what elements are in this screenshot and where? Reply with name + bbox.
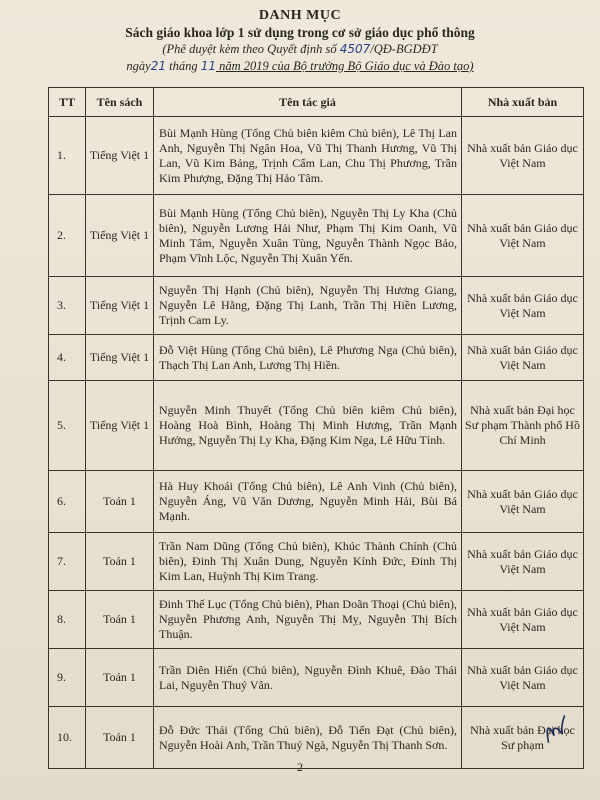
row-number: 7. <box>49 533 86 591</box>
column-header-book: Tên sách <box>86 88 154 117</box>
book-title: Tiếng Việt 1 <box>86 335 154 381</box>
publisher: Nhà xuất bản Giáo dục Việt Nam <box>462 277 584 335</box>
publisher: Nhà xuất bản Đại học Sư phạm Thành phố Hồ Chí Minh <box>462 381 584 471</box>
publisher: Nhà xuất bản Giáo dục Việt Nam <box>462 533 584 591</box>
row-number: 5. <box>49 381 86 471</box>
publisher: Nhà xuất bản Đại học Sư phạm <box>462 707 584 769</box>
publisher: Nhà xuất bản Giáo dục Việt Nam <box>462 591 584 649</box>
document-title: DANH MỤC <box>258 8 342 23</box>
approval-line <box>0 41 600 58</box>
publisher: Nhà xuất bản Giáo dục Việt Nam <box>462 335 584 381</box>
row-number: 4. <box>49 335 86 381</box>
book-title: Tiếng Việt 1 <box>86 195 154 277</box>
book-title: Tiếng Việt 1 <box>86 277 154 335</box>
column-header-authors: Tên tác giả <box>154 88 462 117</box>
book-title: Toán 1 <box>86 533 154 591</box>
row-number: 2. <box>49 195 86 277</box>
author-list: Đỗ Đức Thái (Tổng Chủ biên), Đỗ Tiến Đạt (Chủ biên), Nguyễn Hoài Anh, Trần Thuý Ngà, Nguyễn Thị Thanh Sơn. <box>154 707 462 769</box>
decision-number: 4507 <box>339 42 371 56</box>
book-title: Toán 1 <box>86 471 154 533</box>
book-title: Toán 1 <box>86 707 154 769</box>
table-row <box>49 277 584 335</box>
author-list: Đỗ Việt Hùng (Tổng Chủ biên), Lê Phương Nga (Chủ biên), Thạch Thị Lan Anh, Lương Thị Hiền. <box>154 335 462 381</box>
author-list: Đinh Thế Lục (Tổng Chủ biên), Phan Doãn Thoại (Chủ biên), Nguyễn Phương Anh, Nguyễn Thị Mỵ, Nguyễn Thị Bích Thuận. <box>154 591 462 649</box>
author-list: Hà Huy Khoái (Tổng Chủ biên), Lê Anh Vinh (Chủ biên), Nguyễn Áng, Vũ Văn Dương, Nguyễn Minh Hải, Bùi Bá Mạnh. <box>154 471 462 533</box>
table-row <box>49 335 584 381</box>
publisher: Nhà xuất bản Giáo dục Việt Nam <box>462 649 584 707</box>
book-title: Tiếng Việt 1 <box>86 117 154 195</box>
approval-date-line <box>0 58 600 75</box>
table-row <box>49 195 584 277</box>
date-suffix: năm 2019 của Bộ trưởng Bộ Giáo dục và Đào tạo) <box>216 59 474 73</box>
table-row <box>49 533 584 591</box>
date-month: 11 <box>200 59 217 73</box>
publisher: Nhà xuất bản Giáo dục Việt Nam <box>462 195 584 277</box>
row-number: 10. <box>49 707 86 769</box>
table-row <box>49 117 584 195</box>
author-list: Trần Diên Hiển (Chủ biên), Nguyễn Đình Khuê, Đào Thái Lai, Nguyễn Thuý Vân. <box>154 649 462 707</box>
document-header <box>0 0 600 75</box>
page-number: 2 <box>297 760 303 774</box>
document-subtitle: Sách giáo khoa lớp 1 sử dụng trong cơ sở giáo dục phổ thông <box>125 25 475 40</box>
row-number: 3. <box>49 277 86 335</box>
book-title: Toán 1 <box>86 591 154 649</box>
author-list: Nguyễn Thị Hạnh (Chủ biên), Nguyễn Thị Hương Giang, Nguyễn Lê Hằng, Đặng Thị Lanh, Trần Thị Hiền Lương, Trịnh Cam Ly. <box>154 277 462 335</box>
column-header-tt: TT <box>49 88 86 117</box>
date-prefix: ngày <box>126 59 151 73</box>
row-number: 8. <box>49 591 86 649</box>
textbook-table <box>48 87 584 769</box>
book-title: Tiếng Việt 1 <box>86 381 154 471</box>
publisher: Nhà xuất bản Giáo dục Việt Nam <box>462 117 584 195</box>
book-title: Toán 1 <box>86 649 154 707</box>
row-number: 1. <box>49 117 86 195</box>
table-row <box>49 381 584 471</box>
table-row <box>49 471 584 533</box>
date-month-label: tháng <box>166 59 201 73</box>
author-list: Nguyễn Minh Thuyết (Tổng Chủ biên kiêm Chủ biên), Hoàng Hoà Bình, Hoàng Thị Minh Hương, Trần Mạnh Hưởng, Nguyễn Thị Ly Kha, Đặng Kim Nga, Lê Hữu Tỉnh. <box>154 381 462 471</box>
table-row <box>49 591 584 649</box>
table-header-row <box>49 88 584 117</box>
author-list: Bùi Mạnh Hùng (Tổng Chủ biên kiêm Chủ biên), Lê Thị Lan Anh, Nguyễn Thị Ngân Hoa, Vũ Thị Thanh Hương, Vũ Thị Lan, Vũ Kim Bảng, Trịnh Cẩm Lan, Chu Thị Phương, Trần Kim Phượng, Đặng Thị Hảo Tâm. <box>154 117 462 195</box>
row-number: 9. <box>49 649 86 707</box>
author-list: Bùi Mạnh Hùng (Tổng Chủ biên), Nguyễn Thị Ly Kha (Chủ biên), Nguyễn Lương Hải Như, Phạm Thị Kim Oanh, Vũ Minh Tâm, Nguyễn Xuân Tùng, Nguyễn Thành Ngọc Bảo, Phạm Vĩnh Lộc, Nguyễn Thị Xuân Yến. <box>154 195 462 277</box>
row-number: 6. <box>49 471 86 533</box>
approval-suffix: /QĐ-BGDĐT <box>370 42 438 56</box>
publisher: Nhà xuất bản Giáo dục Việt Nam <box>462 471 584 533</box>
column-header-publisher: Nhà xuất bản <box>462 88 584 117</box>
author-list: Trần Nam Dũng (Tổng Chủ biên), Khúc Thành Chính (Chủ biên), Đinh Thị Xuân Dung, Nguyễn Kính Đức, Đinh Thị Kim Lan, Huỳnh Thị Kim Trang. <box>154 533 462 591</box>
approval-prefix: (Phê duyệt kèm theo Quyết định số <box>162 42 340 56</box>
table-row <box>49 649 584 707</box>
date-day: 21 <box>150 59 166 73</box>
